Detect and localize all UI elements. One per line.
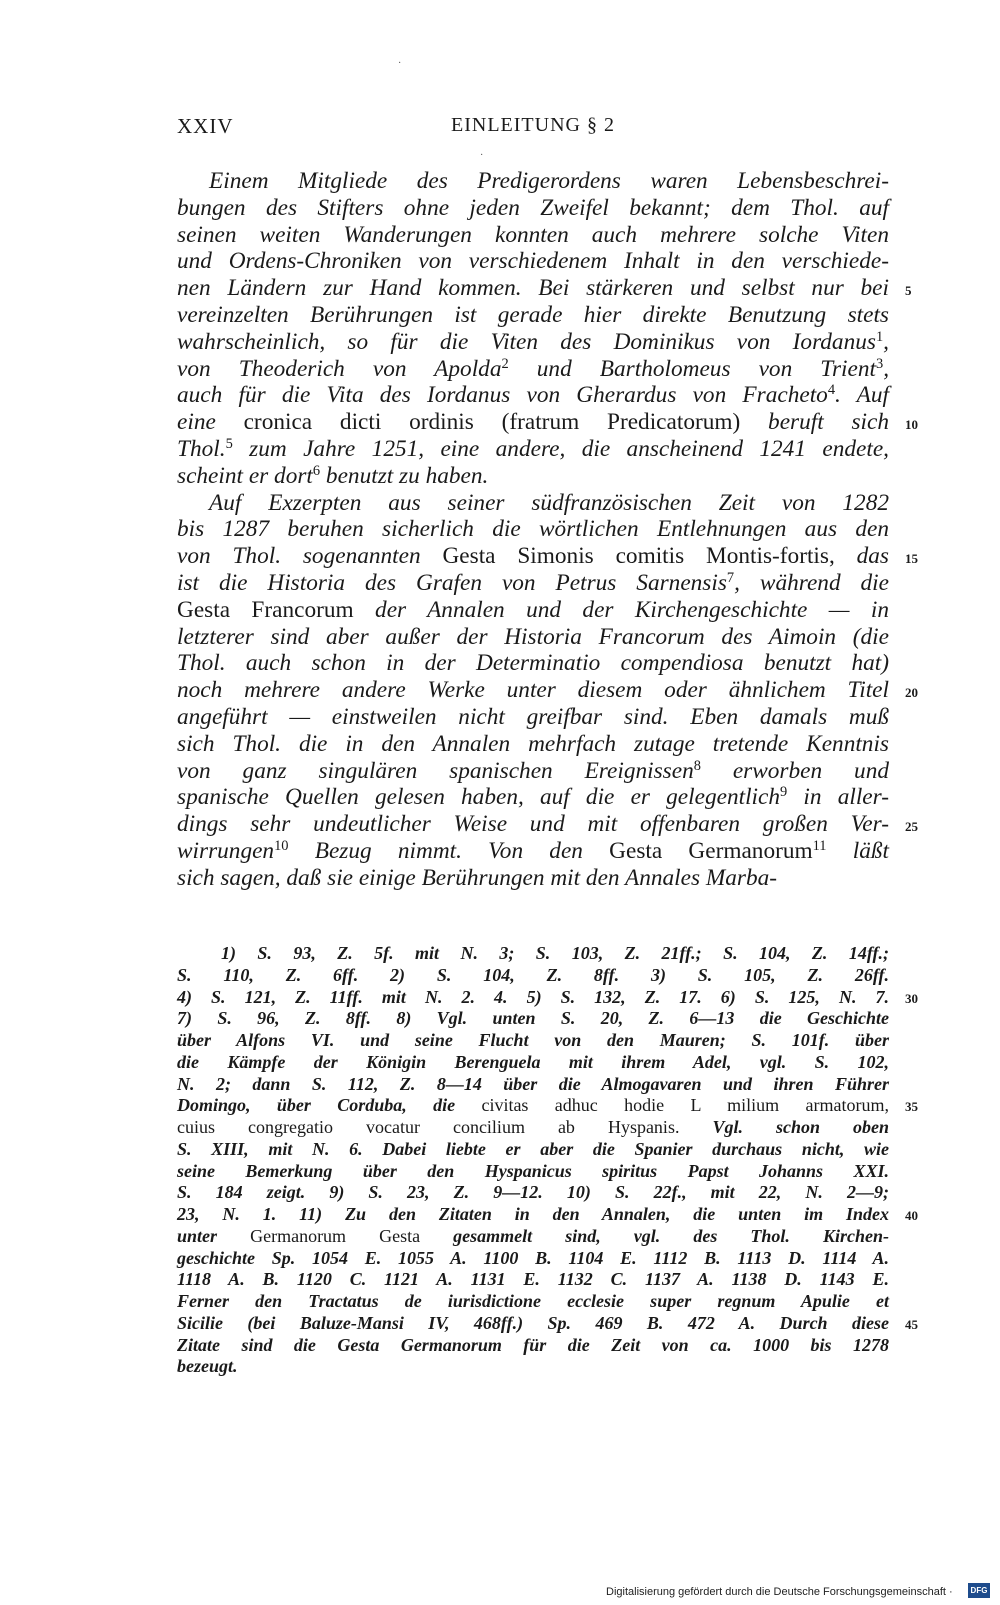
text-line [177, 275, 889, 302]
text-line [177, 784, 889, 811]
text-run: zum Jahre 1251, eine andere, die anscheinend 1241 endete, [232, 436, 889, 462]
text-run: Domingo, über Corduba, die [177, 1095, 482, 1116]
footnote-line [177, 964, 889, 986]
text-run: 23, N. 1. 11) Zu den Zitaten in den Annalen, die unten im Index [177, 1204, 889, 1224]
text-line [177, 704, 889, 731]
text-line [177, 195, 889, 222]
running-title: EINLEITUNG § 2 [451, 114, 615, 136]
text-run: 1) S. 93, Z. 5f. mit N. 3; S. 103, Z. 21ff.; S. 104, Z. 14ff.; [221, 943, 889, 963]
line-number: 20 [905, 685, 918, 701]
footnote-line [177, 986, 889, 1008]
text-run: S. 110, Z. 6ff. 2) S. 104, Z. 8ff. 3) S. 105, Z. 26ff. [177, 964, 889, 985]
footnote-ref: 1 [875, 328, 884, 345]
footnote-line [177, 1247, 889, 1269]
footnote-line [177, 1268, 889, 1290]
text-run: noch mehrere andere Werke unter diesem oder ähnlichem Titel [177, 677, 889, 704]
text-run: Thol. auch schon in der Determinatio compendiosa benutzt hat) [177, 650, 889, 677]
text-run: die Kämpfe der Königin Berenguela mit ihrem Adel, vgl. S. 102, [177, 1051, 889, 1072]
footnote-line [221, 942, 889, 964]
text-run: S. XIII, mit N. 6. Dabei liebte er aber die Spanier durchaus nicht, wie [177, 1138, 889, 1159]
text-run: läßt [826, 838, 889, 864]
text-run: nen Ländern zur Hand kommen. Bei stärkeren und selbst nur bei [177, 275, 889, 302]
text-line [177, 516, 889, 543]
text-line [177, 624, 889, 651]
text-line [177, 650, 889, 677]
text-run: vereinzelten Berührungen ist gerade hier direkte Benutzung stets [177, 302, 889, 328]
text-run: von Thol. sogenannten [177, 543, 443, 570]
footnote-line [177, 1225, 889, 1247]
text-run: angeführt — einstweilen nicht greifbar sind. Eben damals muß [177, 704, 889, 730]
line-number: 35 [905, 1099, 918, 1115]
text-run: wirrungen [177, 838, 275, 864]
text-line [177, 382, 889, 409]
text-run: 1118 A. B. 1120 C. 1121 A. 1131 E. 1132 C. 1137 A. 1138 D. 1143 E. [177, 1269, 889, 1290]
text-line [177, 409, 889, 436]
quoted-title: cronica dicti ordinis (fratrum Predicatorum) [243, 409, 741, 436]
line-number: 40 [905, 1208, 918, 1223]
text-line [177, 758, 889, 785]
footnote-line [177, 1334, 889, 1356]
line-number: 25 [905, 819, 918, 835]
text-run: Vgl. schon oben [679, 1117, 889, 1137]
quoted-title: Gesta Francorum [177, 596, 354, 623]
footnote-ref: 10 [274, 838, 289, 855]
line-number: 15 [905, 551, 918, 567]
text-run: Thol. [177, 436, 226, 462]
text-run: bis 1287 beruhen sicherlich die wörtlichen Entlehnungen aus den [177, 516, 889, 543]
text-run: , [883, 355, 890, 382]
footnote-line [177, 1094, 889, 1116]
text-run: seinen weiten Wanderungen konnten auch mehrere solche Viten [177, 221, 889, 248]
text-run: , [883, 328, 889, 355]
line-number: 30 [905, 990, 918, 1006]
text-line [177, 356, 889, 383]
text-run: Ferner den Tractatus de iurisdictione ecclesie super regnum Apulie et [177, 1291, 889, 1311]
text-run: der Annalen und der Kirchengeschichte — in [353, 596, 889, 623]
footnote-ref: 7 [726, 570, 735, 587]
text-run: benutzt zu haben. [320, 462, 489, 489]
text-run: . Auf [835, 382, 889, 409]
text-run: und Bartholomeus von Trient [508, 355, 876, 382]
text-line [177, 543, 889, 570]
footnote-line [177, 1073, 889, 1095]
footnote-ref: 8 [693, 757, 701, 774]
footnote-line [177, 1181, 889, 1203]
quoted-title: civitas adhuc hodie L milium armatorum, [481, 1095, 889, 1116]
footnote-line [177, 1051, 889, 1073]
footnote-ref: 4 [827, 382, 836, 399]
text-run: das [834, 543, 889, 570]
text-line [177, 865, 889, 892]
line-number: 10 [905, 417, 918, 433]
text-run: Bezug nimmt. Von den [288, 838, 610, 864]
quoted-title: Gesta Simonis comitis Montis-fortis, [442, 543, 835, 570]
text-run: eine [177, 409, 244, 436]
text-run: über Alfons VI. und seine Flucht von den Mauren; S. 101f. über [177, 1030, 889, 1050]
text-run: scheint er dort [177, 462, 313, 489]
footnote-ref: 2 [501, 355, 509, 372]
text-run: und Ordens-Chroniken von verschiedenem Inhalt in den verschiede- [177, 248, 889, 275]
dfg-logo: DFG [968, 1583, 990, 1598]
text-line [177, 677, 889, 704]
footnote-line [177, 1160, 889, 1182]
text-run: bezeugt. [177, 1356, 238, 1377]
text-run: in aller- [787, 784, 889, 811]
text-run: spanische Quellen gelesen haben, auf die er gelegentlich [177, 784, 780, 811]
text-line [209, 490, 889, 517]
text-line [177, 302, 889, 329]
text-run: dings sehr undeutlicher Weise und mit offenbaren großen Ver- [177, 811, 889, 838]
footnote-line [177, 1312, 889, 1334]
text-run: wahrscheinlich, so für die Viten des Dominikus von Iordanus [177, 328, 876, 355]
footnote-line [177, 1138, 889, 1160]
text-run: von Theoderich von Apolda [177, 355, 502, 382]
text-run: gesammelt sind, vgl. des Thol. Kirchen- [420, 1225, 889, 1246]
text-run: N. 2; dann S. 112, Z. 8—14 über die Almogavaren und ihren Führer [177, 1073, 889, 1094]
scan-speck: · [398, 58, 402, 69]
text-run: sich Thol. die in den Annalen mehrfach zutage tretende Kenntnis [177, 730, 889, 757]
footnote-line [177, 1007, 889, 1029]
text-line [177, 597, 889, 624]
text-run: von ganz singulären spanischen Ereignissen [177, 757, 694, 784]
text-run: bungen des Stifters ohne jeden Zweifel bekannt; dem Thol. auf [177, 194, 889, 221]
footnote-line [177, 1203, 889, 1225]
text-line [177, 329, 889, 356]
scan-speck: · [480, 150, 484, 161]
text-run: unter [177, 1225, 251, 1246]
text-run: S. 184 zeigt. 9) S. 23, Z. 9—12. 10) S. 22f., mit 22, N. 2—9; [177, 1182, 889, 1203]
quoted-title: Gesta Germanorum [609, 838, 813, 864]
text-run: ist die Historia des Grafen von Petrus Sarnensis [177, 570, 727, 596]
footnote-line [177, 1029, 889, 1051]
footnote-ref: 3 [875, 355, 884, 372]
quoted-title: cuius congregatio vocatur concilium ab Hyspanis. [177, 1117, 680, 1137]
page-number: XXIV [177, 114, 234, 138]
text-run: geschichte Sp. 1054 E. 1055 A. 1100 B. 1104 E. 1112 B. 1113 D. 1114 A. [177, 1247, 889, 1268]
footnote-line [177, 1355, 889, 1377]
text-run: 7) S. 96, Z. 8ff. 8) Vgl. unten S. 20, Z. 6—13 die Geschichte [177, 1008, 889, 1029]
text-line [177, 838, 889, 865]
text-line [177, 731, 889, 758]
text-run: seine Bemerkung über den Hyspanicus spiritus Papst Johanns XXI. [177, 1160, 889, 1181]
digitization-credit: Digitalisierung gefördert durch die Deutsche Forschungsgemeinschaft · [606, 1586, 953, 1598]
text-run: 4) S. 121, Z. 11ff. mit N. 2. 4. 5) S. 132, Z. 17. 6) S. 125, N. 7. [177, 986, 889, 1007]
text-run: sich sagen, daß sie einige Berührungen mit den Annales Marba- [177, 864, 778, 891]
text-run: Zitate sind die Gesta Germanorum für die Zeit von ca. 1000 bis 1278 [177, 1334, 889, 1355]
text-run: Auf Exzerpten aus seiner südfranzösischen Zeit von 1282 [209, 489, 889, 516]
footnote-ref: 11 [812, 838, 827, 855]
text-run: , während die [734, 570, 889, 596]
text-run: Sicilie (bei Baluze-Mansi IV, 468ff.) Sp. 469 B. 472 A. Durch diese [177, 1312, 889, 1333]
page-header [177, 114, 889, 144]
text-line [177, 222, 889, 249]
line-number: 5 [905, 283, 912, 299]
footnote-line [177, 1116, 889, 1138]
text-run: auch für die Vita des Iordanus von Gherardus von Fracheto [177, 382, 828, 409]
footnote-ref: 5 [225, 436, 233, 453]
text-line [177, 811, 889, 838]
footnote-line [177, 1290, 889, 1312]
text-line [177, 436, 889, 463]
text-line [177, 248, 889, 275]
footnote-ref: 9 [780, 784, 788, 801]
quoted-title: Germanorum Gesta [250, 1225, 421, 1246]
text-line [209, 168, 889, 195]
text-run: beruft sich [740, 409, 889, 436]
line-number: 45 [905, 1316, 918, 1332]
text-run: Einem Mitgliede des Predigerordens waren Lebensbeschrei- [209, 168, 889, 194]
text-run: letzterer sind aber außer der Historia Francorum des Aimoin (die [177, 623, 889, 650]
footnote-ref: 6 [312, 462, 321, 479]
text-run: erworben und [700, 757, 889, 784]
text-line [177, 463, 889, 490]
text-line [177, 570, 889, 597]
